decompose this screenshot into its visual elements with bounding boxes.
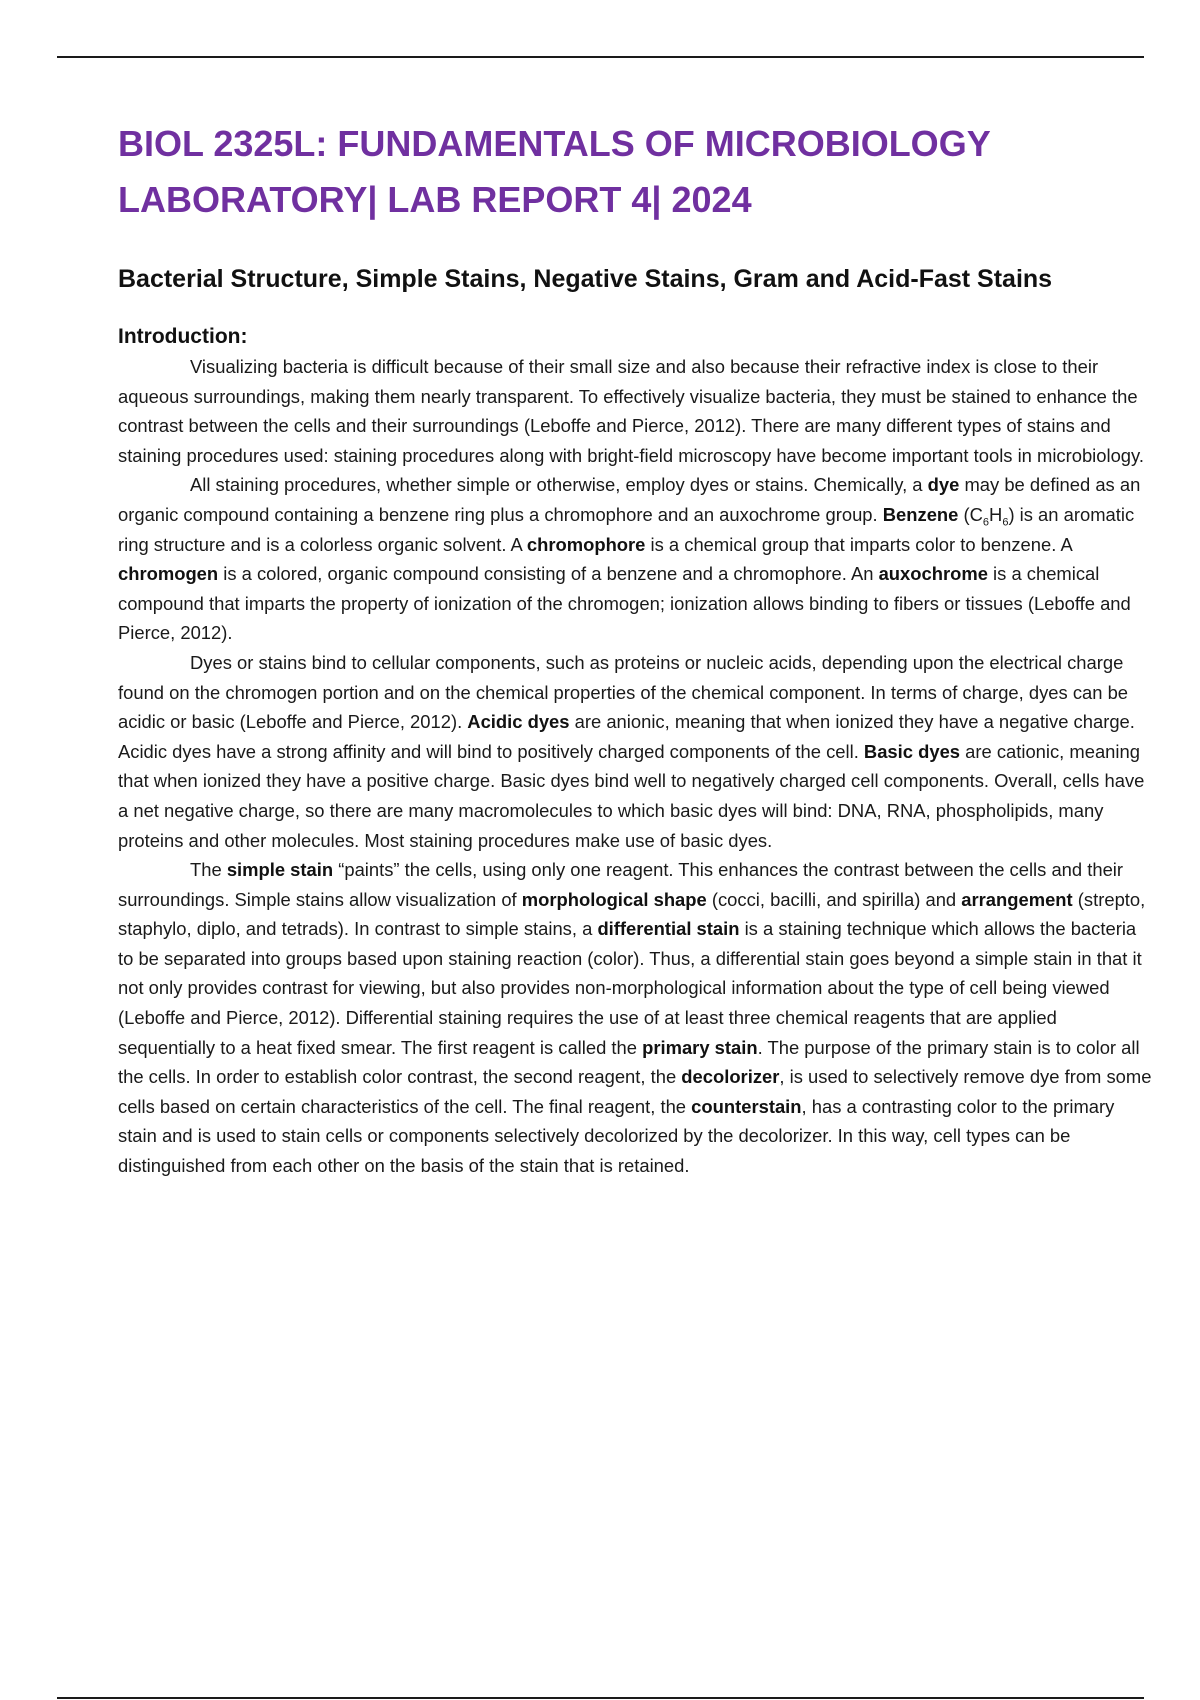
text-run: (cocci, bacilli, and spirilla) and bbox=[706, 888, 962, 910]
text-run: , is used to selectively remove dye from some cells based on certain characteristics of the cell. The final reagent, the bbox=[118, 1066, 1152, 1117]
text-run: H bbox=[989, 503, 1003, 525]
subscript: 6 bbox=[982, 516, 990, 529]
bold-term: differential stain bbox=[597, 918, 740, 940]
text-run: (strepto, staphylo, diplo, and tetrads). In contrast to simple stains, a bbox=[118, 888, 1146, 940]
body-paragraph bbox=[118, 648, 1154, 855]
top-rule bbox=[57, 56, 1144, 58]
introduction-heading: Introduction: bbox=[118, 325, 248, 348]
text-run: are anionic, meaning that when ionized they have a negative charge. Acidic dyes have a strong affinity and will bind to positively charged components of the cell. bbox=[118, 711, 1135, 762]
bold-term: arrangement bbox=[961, 888, 1073, 910]
text-run: ) is an aromatic ring structure and is a colorless organic solvent. A bbox=[118, 503, 1135, 555]
document-title: BIOL 2325L: FUNDAMENTALS OF MICROBIOLOGY LABORATORY| LAB REPORT 4| 2024 bbox=[118, 123, 991, 220]
bold-term: Benzene bbox=[882, 503, 959, 525]
bold-term: auxochrome bbox=[878, 563, 988, 585]
text-run: . The purpose of the primary stain is to color all the cells. In order to establish color contrast, the second reagent, the bbox=[118, 1036, 1140, 1088]
bold-term: Acidic dyes bbox=[467, 711, 570, 733]
bold-term: morphological shape bbox=[521, 888, 707, 910]
subscript: 6 bbox=[1002, 516, 1009, 529]
text-run: are cationic, meaning that when ionized they have a positive charge. Basic dyes bind well to negatively charged cell components. Overall, cells have a net negative charge, so there are many macromolecules to which basic dyes will bind: DNA, RNA, phospholipids, many proteins and other molecules. Most staining procedures make use of basic dyes. bbox=[118, 740, 1145, 851]
document-body bbox=[118, 116, 1154, 1181]
bold-term: Basic dyes bbox=[863, 740, 961, 762]
bold-term: counterstain bbox=[691, 1095, 802, 1117]
text-run: is a chemical compound that imparts the property of ionization of the chromogen; ionization allows binding to fibers or tissues (Leboffe and Pierce, 2012). bbox=[118, 563, 1131, 644]
bottom-rule bbox=[57, 1697, 1144, 1699]
body-paragraph bbox=[118, 855, 1154, 1181]
bold-term: chromophore bbox=[526, 533, 646, 555]
text-run: All staining procedures, whether simple or otherwise, employ dyes or stains. Chemically, a bbox=[190, 474, 928, 496]
text-run: is a colored, organic compound consisting of a benzene and a chromophore. An bbox=[218, 563, 879, 585]
text-run: may be defined as an organic compound containing a benzene ring plus a chromophore and an auxochrome group. bbox=[118, 474, 1141, 525]
bold-term: decolorizer bbox=[681, 1066, 780, 1088]
bold-term: simple stain bbox=[226, 859, 334, 881]
text-run: “paints” the cells, using only one reagent. This enhances the contrast between the cells and their surroundings. Simple stains allow visualization of bbox=[118, 859, 1124, 910]
text-run: , has a contrasting color to the primary stain and is used to stain cells or components selectively decolorized by the decolorizer. In this way, cell types can be distinguished from each other on the basis of the stain that is retained. bbox=[118, 1095, 1115, 1177]
text-run: is a staining technique which allows the bacteria to be separated into groups based upon staining reaction (color). Thus, a differential stain goes beyond a simple stain in that it not only provides contrast for viewing, but also provides non-morphological information about the type of cell being viewed (Leboffe and Pierce, 2012). Differential staining requires the use of at least three chemical reagents that are applied sequentially to a heat fixed smear. The first reagent is called the bbox=[118, 918, 1142, 1058]
body-paragraph bbox=[118, 352, 1154, 470]
text-run: Visualizing bacteria is difficult because of their small size and also because their refractive index is close to their aqueous surroundings, making them nearly transparent. To effectively visualize bacteria, they must be stained to enhance the contrast between the cells and their surroundings (Leboffe and Pierce, 2012). There are many different types of stains and staining procedures used: staining procedures along with bright-field microscopy have become important tools in microbiology. bbox=[118, 356, 1144, 466]
text-run: is a chemical group that imparts color to benzene. A bbox=[645, 533, 1072, 555]
text-run: The bbox=[190, 859, 227, 881]
text-run: Dyes or stains bind to cellular components, such as proteins or nucleic acids, depending upon the electrical charge found on the chromogen portion and on the chemical properties of the chemical component. In terms of charge, dyes can be acidic or basic (Leboffe and Pierce, 2012). bbox=[118, 651, 1129, 733]
bold-term: dye bbox=[927, 474, 960, 496]
bold-term: primary stain bbox=[642, 1036, 758, 1058]
text-run: (C bbox=[958, 503, 983, 525]
lab-subtitle: Bacterial Structure, Simple Stains, Negative Stains, Gram and Acid-Fast Stains bbox=[118, 265, 1053, 293]
introduction-text bbox=[118, 352, 1154, 1181]
bold-term: chromogen bbox=[118, 563, 219, 585]
body-paragraph bbox=[118, 470, 1154, 648]
